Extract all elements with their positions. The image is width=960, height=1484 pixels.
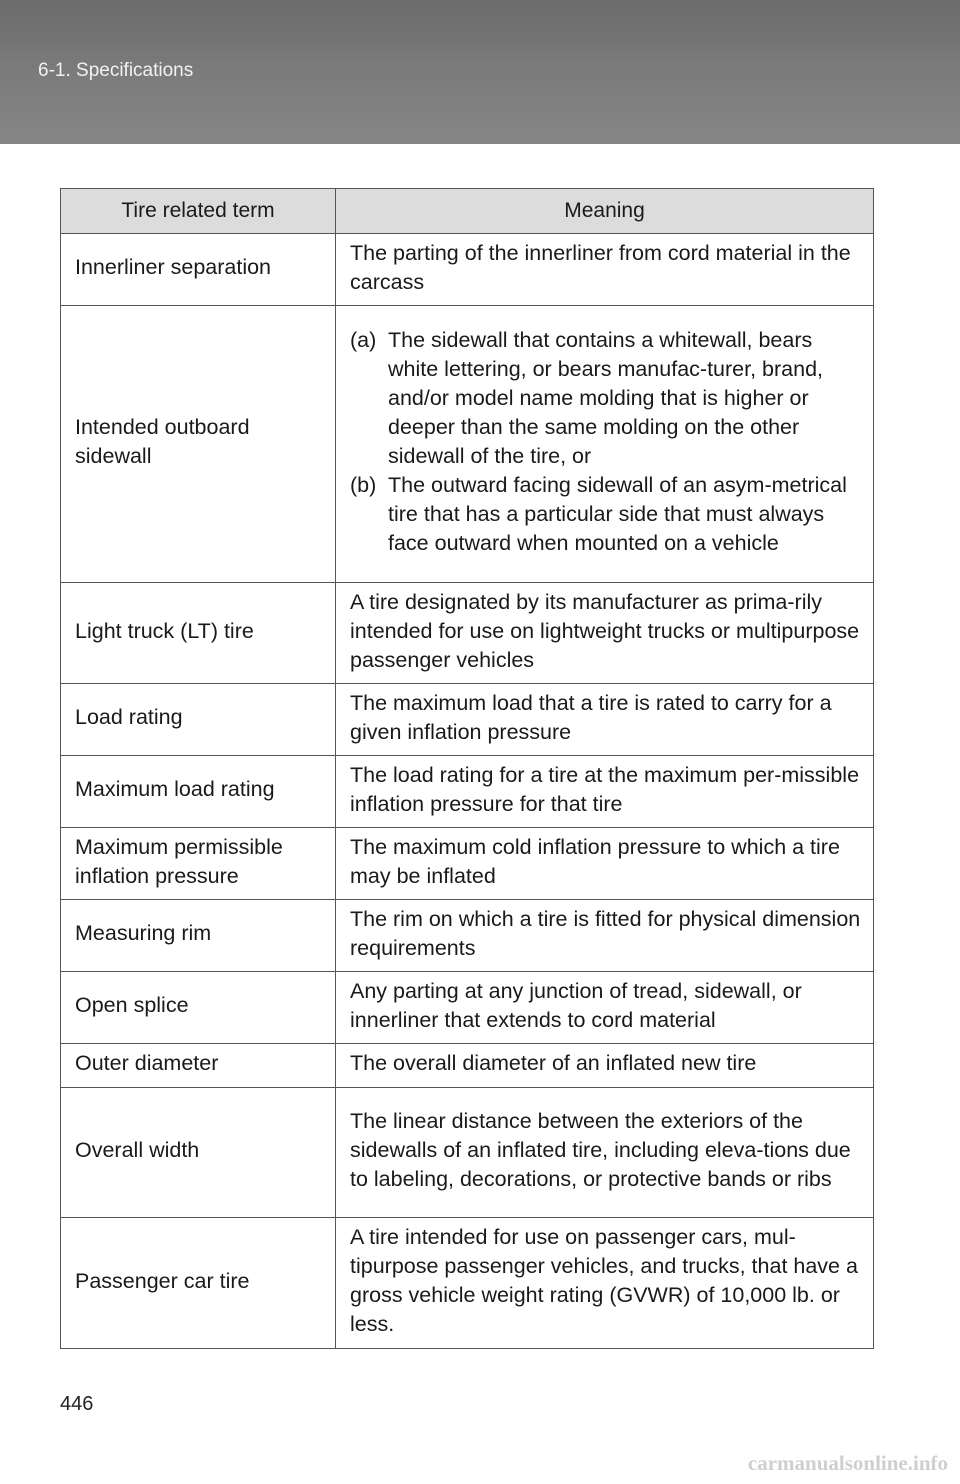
- term-cell: Overall width: [61, 1088, 336, 1218]
- header-band: [0, 0, 960, 144]
- table-row: [61, 1044, 874, 1088]
- meaning-cell: The maximum load that a tire is rated to carry for a given inflation pressure: [336, 684, 874, 756]
- table-row: [61, 306, 874, 583]
- column-header-meaning: Meaning: [336, 189, 874, 234]
- watermark: carmanualsonline.info: [747, 1451, 948, 1475]
- meaning-cell: The maximum cold inflation pressure to which a tire may be inflated: [336, 828, 874, 900]
- tire-terms-table: [60, 188, 874, 1349]
- column-header-term: Tire related term: [61, 189, 336, 234]
- list-text: The sidewall that contains a whitewall, bears white lettering, or bears manufac-turer, brand, and/or model name molding that is higher or deeper than the same molding on the other sidewall of the tire, or: [388, 328, 823, 468]
- list-item: [350, 471, 867, 558]
- table-row: [61, 972, 874, 1044]
- term-cell: Innerliner separation: [61, 234, 336, 306]
- table-row: [61, 1218, 874, 1349]
- meaning-cell: The parting of the innerliner from cord material in the carcass: [336, 234, 874, 306]
- page-number: 446: [60, 1393, 94, 1415]
- list-marker: (b): [350, 473, 377, 497]
- term-cell: Open splice: [61, 972, 336, 1044]
- meaning-cell: The linear distance between the exteriors of the sidewalls of an inflated tire, including eleva-tions due to labeling, decorations, or protective bands or ribs: [336, 1088, 874, 1218]
- list-marker: (a): [350, 328, 377, 352]
- list-item: [350, 326, 867, 471]
- term-cell: Maximum load rating: [61, 756, 336, 828]
- meaning-cell: Any parting at any junction of tread, sidewall, or innerliner that extends to cord material: [336, 972, 874, 1044]
- list-text: The outward facing sidewall of an asym-metrical tire that has a particular side that must always face outward when mounted on a vehicle: [388, 473, 847, 555]
- table-row: [61, 1088, 874, 1218]
- meaning-cell: [336, 306, 874, 583]
- table-row: [61, 756, 874, 828]
- table-row: [61, 234, 874, 306]
- term-cell: Outer diameter: [61, 1044, 336, 1088]
- term-cell: Measuring rim: [61, 900, 336, 972]
- table-row: [61, 900, 874, 972]
- term-cell: Passenger car tire: [61, 1218, 336, 1349]
- meaning-cell: The rim on which a tire is fitted for physical dimension requirements: [336, 900, 874, 972]
- term-cell: Intended outboard sidewall: [61, 306, 336, 583]
- meaning-cell: The overall diameter of an inflated new tire: [336, 1044, 874, 1088]
- term-cell: Light truck (LT) tire: [61, 583, 336, 684]
- table-row: [61, 684, 874, 756]
- table-row: [61, 828, 874, 900]
- table-row: [61, 583, 874, 684]
- meaning-cell: The load rating for a tire at the maximum per-missible inflation pressure for that tire: [336, 756, 874, 828]
- term-cell: Maximum permissible inflation pressure: [61, 828, 336, 900]
- meaning-cell: A tire intended for use on passenger cars, mul-tipurpose passenger vehicles, and trucks, that have a gross vehicle weight rating (GVWR) of 10,000 lb. or less.: [336, 1218, 874, 1349]
- section-title: 6-1. Specifications: [38, 60, 194, 81]
- term-cell: Load rating: [61, 684, 336, 756]
- table-header-row: [61, 189, 874, 234]
- meaning-cell: A tire designated by its manufacturer as prima-rily intended for use on lightweight trucks or multipurpose passenger vehicles: [336, 583, 874, 684]
